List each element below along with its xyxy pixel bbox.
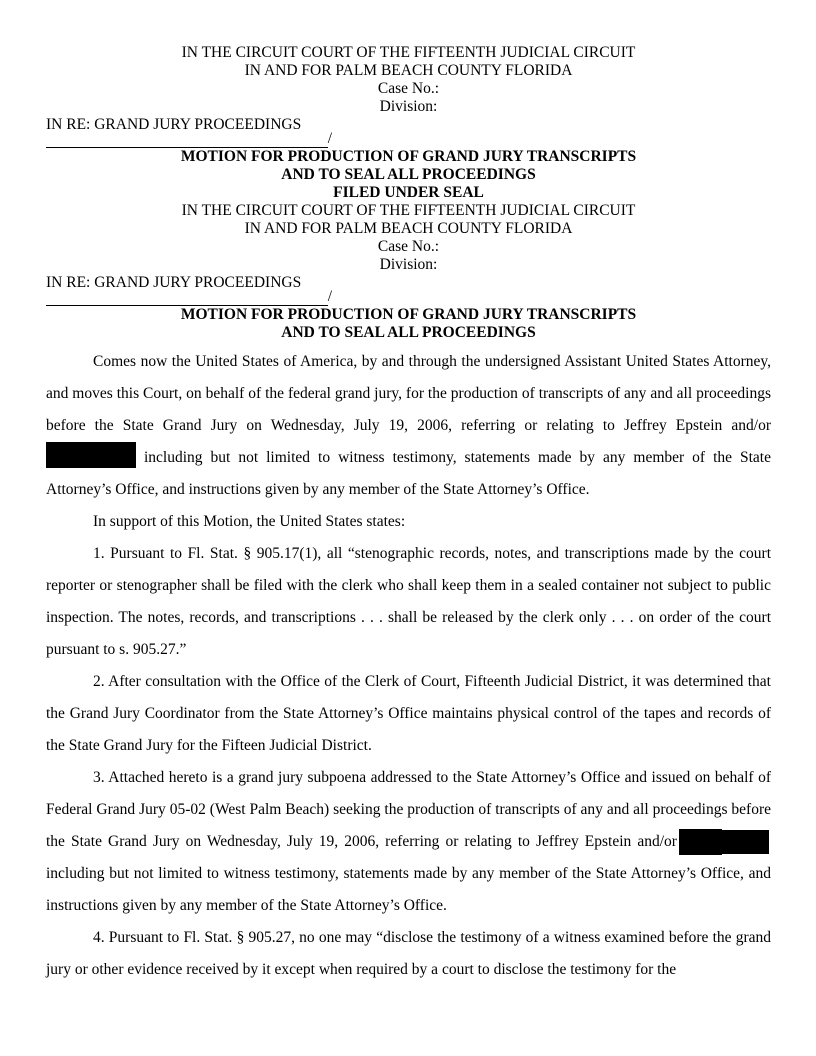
caption-slash: /	[327, 288, 332, 305]
caption-rule	[46, 130, 332, 148]
caption-rule	[46, 288, 332, 306]
caption-slash: /	[327, 130, 332, 147]
intro-text-a: Comes now the United States of America, by and through the undersigned Assistant United States Attorney, and moves this Court, on behalf of the federal grand jury, for the production of transcripts of any and all proceedings before the State Grand Jury on Wednesday, July 19, 2006, referring or relating to Jeffrey Epstein and/or	[46, 353, 771, 434]
paragraph-2: 2. After consultation with the Office of the Clerk of Court, Fifteenth Judicial District, it was determined that the Grand Jury Coordinator from the State Attorney’s Office maintains physical control of the tapes and records of the State Grand Jury for the Fifteen Judicial District.	[46, 673, 771, 754]
court-name-line-1: IN THE CIRCUIT COURT OF THE FIFTEENTH JUDICIAL CIRCUIT	[181, 202, 636, 219]
motion-title-line-1: MOTION FOR PRODUCTION OF GRAND JURY TRANSCRIPTS	[180, 306, 637, 323]
motion-body	[46, 346, 771, 986]
in-re-line: IN RE: GRAND JURY PROCEEDINGS	[46, 116, 302, 133]
court-name-line-2: IN AND FOR PALM BEACH COUNTY FLORIDA	[244, 62, 573, 79]
document-page	[46, 44, 771, 986]
filed-under-seal: FILED UNDER SEAL	[333, 184, 484, 201]
support-paragraph: In support of this Motion, the United States states:	[93, 513, 406, 530]
division: Division:	[379, 98, 438, 115]
motion-title-line-2: AND TO SEAL ALL PROCEEDINGS	[281, 166, 536, 183]
caption-block-2	[46, 202, 771, 342]
redaction-box	[46, 442, 136, 468]
caption-block-1	[46, 44, 771, 202]
court-name-line-2: IN AND FOR PALM BEACH COUNTY FLORIDA	[244, 220, 573, 237]
paragraph-3	[46, 762, 771, 922]
case-number: Case No.:	[377, 238, 440, 255]
intro-text-b: including but not limited to witness testimony, statements made by any member of the State Attorney’s Office, and instructions given by any member of the State Attorney’s Office.	[46, 449, 771, 498]
in-re-line: IN RE: GRAND JURY PROCEEDINGS	[46, 274, 302, 291]
paragraph-3-text-a: 3. Attached hereto is a grand jury subpoena addressed to the State Attorney’s Office and issued on behalf of Federal Grand Jury 05-02 (West Palm Beach) seeking the production of transcripts of any and all proceedings before the State Grand Jury on Wednesday, July 19, 2006, referring or relating to Jeffrey Epstein and/or	[46, 769, 771, 850]
paragraph-1: 1. Pursuant to Fl. Stat. § 905.17(1), all “stenographic records, notes, and transcriptions made by the court reporter or stenographer shall be filed with the clerk who shall keep them in a sealed container not subject to public inspection. The notes, records, and transcriptions . . . shall be released by the clerk only . . . on order of the court pursuant to s. 905.27.”	[46, 545, 771, 658]
intro-paragraph	[46, 346, 771, 506]
paragraph-4: 4. Pursuant to Fl. Stat. § 905.27, no one may “disclose the testimony of a witness examined before the grand jury or other evidence received by it except when required by a court to disclose the testimony for the	[46, 929, 771, 978]
case-number: Case No.:	[377, 80, 440, 97]
motion-title-line-2: AND TO SEAL ALL PROCEEDINGS	[281, 324, 536, 341]
paragraph-3-text-b: including but not limited to witness testimony, statements made by any member of the State Attorney’s Office, and instructions given by any member of the State Attorney’s Office.	[46, 865, 771, 914]
division: Division:	[379, 256, 438, 273]
motion-title-line-1: MOTION FOR PRODUCTION OF GRAND JURY TRANSCRIPTS	[180, 148, 637, 165]
redaction-box	[716, 830, 769, 854]
court-name-line-1: IN THE CIRCUIT COURT OF THE FIFTEENTH JUDICIAL CIRCUIT	[181, 44, 636, 61]
